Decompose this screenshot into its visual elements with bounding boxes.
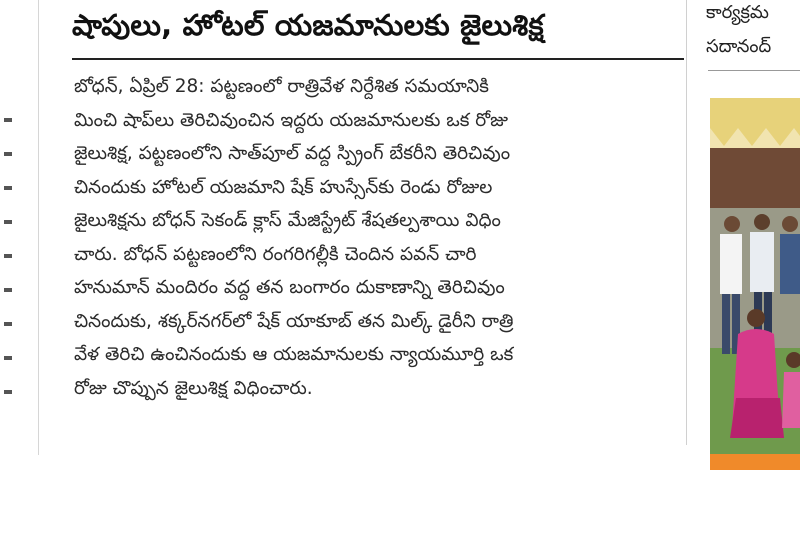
article-line: వేళ తెరిచి ఉంచినందుకు ఆ యజమానులకు న్యాయమూర్తి ఒక: [74, 344, 514, 365]
article-line: జైలుశిక్ష, పట్టణంలోని సాత్‌పూల్ వద్ద స్ప్రింగ్ బేకరీని తెరిచివుం: [74, 143, 511, 164]
news-article: [40, 0, 686, 455]
clipped-text-fragment: [4, 322, 12, 326]
column-divider-right: [686, 0, 687, 445]
group-photo: [710, 98, 800, 470]
clipped-text-fragment: [4, 186, 12, 190]
clipped-text-fragment: [4, 390, 12, 394]
group-photo-illustration: [710, 98, 800, 470]
clipped-text-fragment: [4, 288, 12, 292]
adjacent-text-snippet: సదానంద్: [706, 36, 772, 57]
adjacent-text-snippet: కార్యక్రమ: [706, 2, 769, 23]
clipped-text-fragment: [4, 254, 12, 258]
headline-rule: [72, 58, 684, 60]
article-line: జైలుశిక్షను బోధన్ సెకండ్ క్లాస్ మేజిస్ట్రేట్ శేషతల్పశాయి విధిం: [74, 210, 501, 231]
adjacent-article: [696, 0, 800, 470]
article-line: చినందుకు, శక్కర్‌నగర్‌లో షేక్ యాకూబ్ తన మిల్క్ డైరీని రాత్రి: [74, 310, 514, 332]
article-body: [74, 70, 686, 405]
clipped-text-fragment: [4, 152, 12, 156]
article-line: మించి షాప్‌లు తెరిచివుంచిన ఇద్దరు యజమానులకు ఒక రోజు: [74, 109, 509, 131]
column-divider-left: [38, 0, 39, 455]
left-column-clipped: [0, 0, 38, 460]
article-headline: షాపులు, హోటల్ యజమానులకు జైలుశిక్ష: [72, 8, 544, 42]
article-line: చారు. బోధన్ పట్టణంలోని రంగరిగల్లీకి చెందిన పవన్ చారి: [74, 243, 477, 265]
article-line: రోజు చొప్పున జైలుశిక్ష విధించారు.: [74, 377, 313, 399]
clipped-text-fragment: [4, 118, 12, 122]
article-line: హనుమాన్ మందిరం వద్ద తన బంగారం దుకాణాన్ని తెరిచివుం: [74, 277, 505, 298]
clipped-text-fragment: [4, 356, 12, 360]
adjacent-rule: [708, 70, 800, 71]
article-line: బోధన్, ఏప్రిల్ 28: పట్టణంలో రాత్రివేళ నిర్దేశిత సమయానికి: [74, 76, 489, 97]
clipped-text-fragment: [4, 220, 12, 224]
article-line: చినందుకు హోటల్ యజమాని షేక్ హుస్సేన్‌కు రెండు రోజుల: [74, 176, 493, 198]
